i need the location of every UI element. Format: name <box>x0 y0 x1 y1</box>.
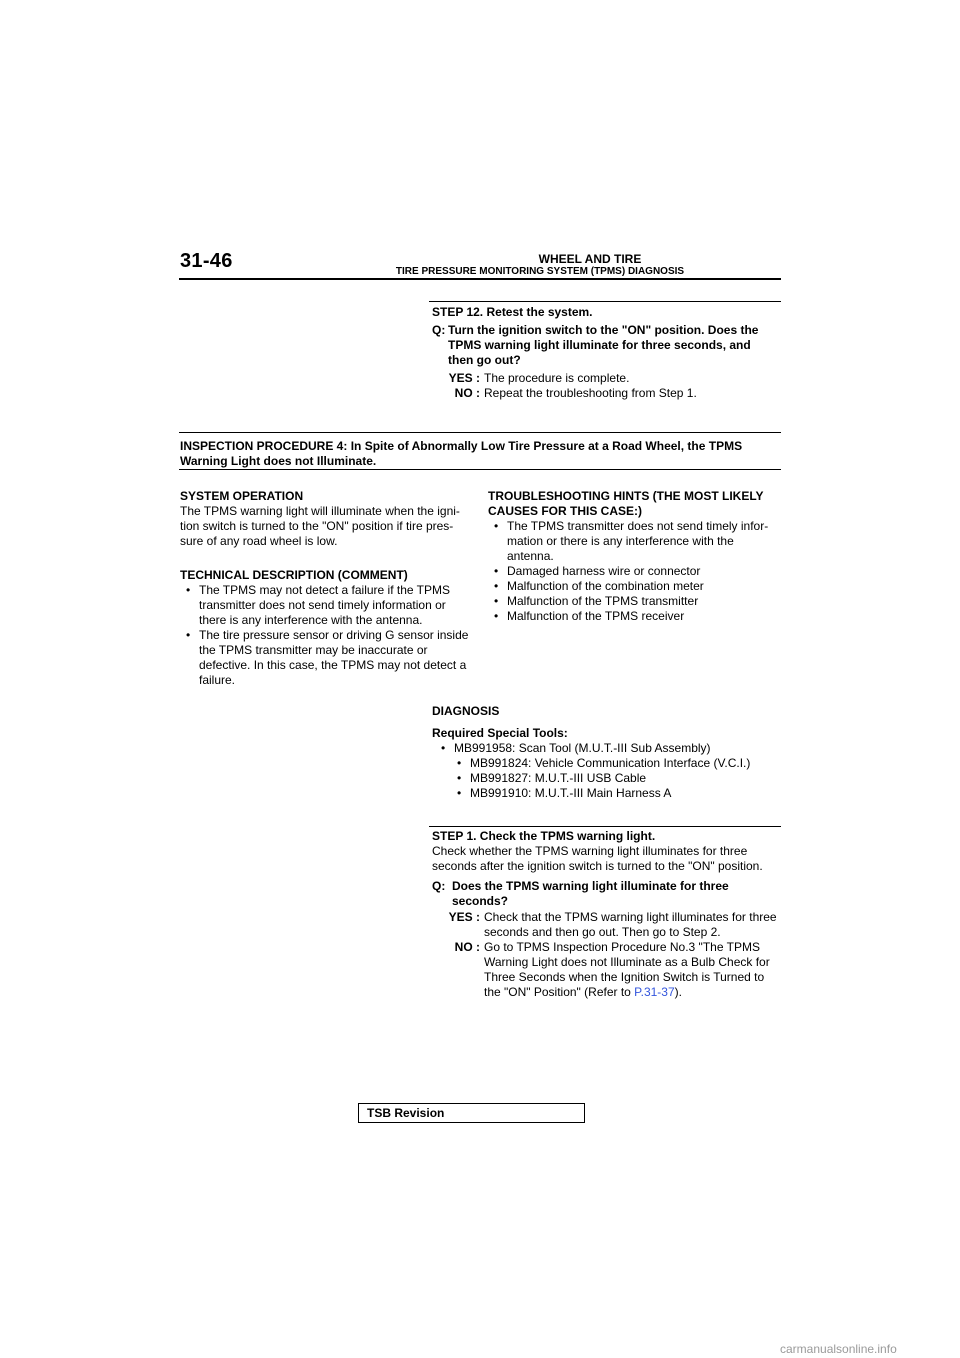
list-item <box>488 519 782 564</box>
tsb-revision-box: TSB Revision <box>358 1103 585 1123</box>
step12-no-label: NO : <box>454 386 480 400</box>
list-item-text: The tire pressure sensor or driving G sensor inside the TPMS transmitter may be inaccurate or defective. In this case, the TPMS may not detect a failure. <box>199 628 469 687</box>
list-item <box>432 741 782 756</box>
list-item <box>432 786 782 801</box>
technical-description-heading: TECHNICAL DESCRIPTION (COMMENT) <box>180 568 408 582</box>
sub-tool: MB991824: Vehicle Communication Interface (V.C.I.) <box>470 756 751 770</box>
tools-heading: Required Special Tools: <box>432 726 568 740</box>
bullet-icon: • <box>457 786 462 800</box>
list-item <box>488 594 782 609</box>
technical-description-list <box>180 583 474 688</box>
sub-tool: MB991827: M.U.T.-III USB Cable <box>470 771 647 785</box>
procedure-top-rule <box>179 432 781 433</box>
list-item-text: Damaged harness wire or connector <box>507 564 701 578</box>
step12-q-text: Turn the ignition switch to the "ON" position. Does the TPMS warning light illuminate for three seconds, and then go out? <box>448 323 759 367</box>
step1-rule <box>429 826 781 827</box>
step12-no-text: Repeat the troubleshooting from Step 1. <box>484 386 697 400</box>
system-operation-heading: SYSTEM OPERATION <box>180 489 304 503</box>
sub-tool: MB991910: M.U.T.-III Main Harness A <box>470 786 672 800</box>
page-number: 31-46 <box>180 250 233 272</box>
left-column <box>180 489 474 688</box>
bullet-icon: • <box>457 771 462 785</box>
bullet-icon: • <box>494 519 499 533</box>
list-item-text: The TPMS transmitter does not send timely infor-mation or there is any interference with the antenna. <box>507 519 769 563</box>
troubleshooting-hints-heading: TROUBLESHOOTING HINTS (THE MOST LIKELY CAUSES FOR THIS CASE:) <box>488 489 764 518</box>
step12-yes-text: The procedure is complete. <box>484 371 630 385</box>
list-item-text: The TPMS may not detect a failure if the TPMS transmitter does not send timely information or there is any interference with the antenna. <box>199 583 450 627</box>
step12-yes <box>428 371 778 386</box>
step12-rule <box>429 301 781 302</box>
step1-no-text-after: ). <box>674 985 682 999</box>
procedure-bottom-rule <box>179 469 781 470</box>
step1-q-text: Does the TPMS warning light illuminate for three seconds? <box>452 879 729 908</box>
step12-yes-label: YES : <box>448 371 480 385</box>
step1-no <box>428 940 778 1000</box>
step1-text: Check whether the TPMS warning light illuminates for three seconds after the ignition switch is turned to the "ON" position. <box>432 844 763 873</box>
step1-q-label: Q: <box>432 879 446 893</box>
bullet-icon: • <box>441 741 446 755</box>
bullet-icon: • <box>186 628 191 642</box>
troubleshooting-hints-list <box>488 519 782 624</box>
bullet-icon: • <box>494 594 499 608</box>
section-title: WHEEL AND TIRE <box>538 252 642 266</box>
step1-no-text-before: Go to TPMS Inspection Procedure No.3 "The TPMS Warning Light does not Illuminate as a Bulb Check for Three Seconds when the Ignition Switch is Turned to the "ON" Position" (Refer to <box>484 940 770 999</box>
list-item-text: Malfunction of the TPMS receiver <box>507 609 685 623</box>
list-item <box>180 583 474 628</box>
step1-no-text <box>484 940 778 1000</box>
step12-heading: STEP 12. Retest the system. <box>432 305 593 319</box>
list-item <box>432 771 782 786</box>
bullet-icon: • <box>494 609 499 623</box>
step1-yes <box>428 910 778 940</box>
list-item <box>488 579 782 594</box>
bullet-icon: • <box>186 583 191 597</box>
step12-no <box>428 386 778 401</box>
procedure-title: INSPECTION PROCEDURE 4: In Spite of Abnormally Low Tire Pressure at a Road Wheel, the TPMS Warning Light does not Illuminate. <box>180 439 743 468</box>
step1-no-label: NO : <box>454 940 480 954</box>
list-item-text: Malfunction of the TPMS transmitter <box>507 594 699 608</box>
page-reference-link[interactable]: P.31-37 <box>634 985 675 999</box>
right-column <box>488 489 782 624</box>
step1-heading: STEP 1. Check the TPMS warning light. <box>432 829 656 843</box>
diagnosis-heading: DIAGNOSIS <box>432 704 500 718</box>
watermark: carmanualsonline.info <box>780 1342 897 1356</box>
step1-yes-label: YES : <box>448 910 480 924</box>
step1-yes-text: Check that the TPMS warning light illuminates for three seconds and then go out. Then go to Step 2. <box>484 910 777 939</box>
step12-q-label: Q: <box>432 323 446 337</box>
main-tool: MB991958: Scan Tool (M.U.T.-III Sub Assembly) <box>454 741 711 755</box>
section-subtitle: TIRE PRESSURE MONITORING SYSTEM (TPMS) DIAGNOSIS <box>395 266 685 277</box>
bullet-icon: • <box>457 756 462 770</box>
list-item <box>432 756 782 771</box>
system-operation-text: The TPMS warning light will illuminate when the igni-tion switch is turned to the "ON" position if tire pres-sure of any road wheel is low. <box>180 504 460 548</box>
list-item <box>488 609 782 624</box>
tools-list <box>432 741 782 801</box>
list-item <box>180 628 474 688</box>
header-rule <box>179 278 781 280</box>
bullet-icon: • <box>494 579 499 593</box>
step12-question <box>432 323 778 368</box>
list-item <box>488 564 782 579</box>
step1-question <box>432 879 778 909</box>
bullet-icon: • <box>494 564 499 578</box>
list-item-text: Malfunction of the combination meter <box>507 579 704 593</box>
